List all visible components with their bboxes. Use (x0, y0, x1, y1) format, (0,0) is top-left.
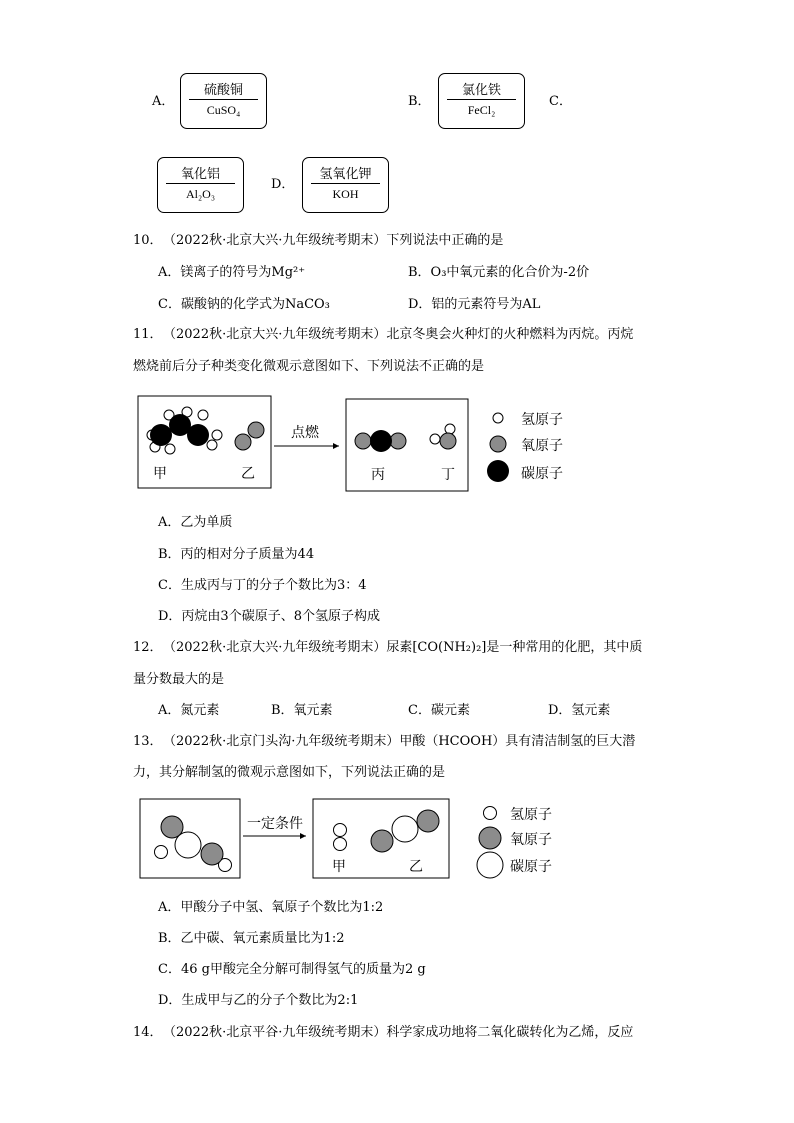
label-divider (166, 183, 235, 184)
label-name: 氧化铝 (180, 167, 220, 182)
arrow-label: 一定条件 (247, 816, 303, 832)
legend-hydrogen-icon (484, 807, 497, 820)
question-number: 11． (133, 327, 163, 342)
question-stem-line1: （2022秋·北京大兴·九年级统考期末）尿素[CO(NH₂)₂]是一种常用的化肥，其中质 (163, 640, 643, 655)
legend-oxygen-label: 氧原子 (510, 832, 552, 848)
choice-b: B．氧元素 (271, 703, 333, 718)
legend-carbon-label: 碳原子 (510, 859, 552, 875)
choice-b: B．乙中碳、氧元素质量比为1:2 (158, 931, 345, 946)
label-name: 氯化铁 (461, 83, 501, 98)
choice-b: B．O₃中氧元素的化合价为-2价 (408, 265, 590, 280)
legend-oxygen-icon (490, 436, 506, 452)
label-card-aluminum-oxide (157, 157, 244, 213)
legend-hydrogen-label: 氢原子 (510, 807, 552, 823)
label-card-copper-sulfate (180, 73, 267, 129)
legend-oxygen-icon (479, 827, 501, 849)
arrow-label: 点燃 (291, 425, 319, 441)
label-formula: CuSO₄ (206, 103, 241, 117)
question-stem-line2: 力，其分解制氢的微观示意图如下，下列说法正确的是 (133, 765, 446, 780)
carbon-dioxide-molecule (355, 430, 406, 452)
option-c-letter: C． (549, 94, 572, 109)
label-divider (311, 183, 380, 184)
question-number: 13． (133, 734, 163, 749)
option-b-letter: B． (408, 94, 431, 109)
legend-carbon-label: 碳原子 (521, 466, 563, 482)
label-formula: FeCl₂ (467, 103, 496, 117)
label-jia: 甲 (153, 466, 167, 482)
question-stem-line1: （2022秋·北京大兴·九年级统考期末）北京冬奥会火种灯的火种燃料为丙烷。丙烷 (163, 327, 634, 342)
choice-d: D．氢元素 (548, 703, 611, 718)
label-yi: 乙 (241, 466, 255, 482)
choice-a: A．甲酸分子中氢、氧原子个数比为1:2 (158, 900, 384, 915)
label-card-iron-chloride (438, 73, 525, 129)
formic-acid-decomposition-diagram (139, 798, 569, 882)
label-jia: 甲 (332, 859, 346, 875)
option-a-letter: A． (152, 94, 175, 109)
choice-b: B．丙的相对分子质量为44 (158, 547, 315, 562)
choice-d: D．丙烷由3个碳原子、8个氢原子构成 (158, 609, 380, 624)
question-stem-line2: 量分数最大的是 (133, 672, 225, 687)
legend-carbon-icon (487, 460, 509, 482)
label-divider (447, 99, 516, 100)
label-card-potassium-hydroxide (302, 157, 389, 213)
choice-a: A．氮元素 (158, 703, 220, 718)
label-ding: 丁 (441, 467, 455, 483)
question-stem-line2: 燃烧前后分子种类变化微观示意图如下、下列说法不正确的是 (133, 359, 485, 374)
option-d-letter: D． (271, 177, 295, 192)
propane-combustion-diagram (137, 395, 577, 495)
legend-carbon-icon (477, 852, 503, 878)
question-number: 14． (133, 1025, 163, 1040)
choice-c: C．生成丙与丁的分子个数比为3：4 (158, 578, 367, 593)
label-formula: Al₂O₃ (185, 187, 216, 201)
choice-d: D．生成甲与乙的分子个数比为2:1 (158, 993, 359, 1008)
choice-a: A．乙为单质 (158, 515, 233, 530)
label-divider (189, 99, 258, 100)
legend-hydrogen-icon (493, 413, 503, 423)
legend-hydrogen-label: 氢原子 (521, 412, 563, 428)
question-stem-line1: （2022秋·北京门头沟·九年级统考期末）甲酸（HCOOH）具有清洁制氢的巨大潜 (163, 734, 636, 749)
question-number: 10． (133, 233, 163, 248)
question-stem: （2022秋·北京大兴·九年级统考期末）下列说法中正确的是 (163, 233, 504, 248)
label-name: 硫酸铜 (203, 83, 243, 98)
choice-c: C．46 g甲酸完全分解可制得氢气的质量为2 g (158, 962, 426, 977)
choice-c: C．碳酸钠的化学式为NaCO₃ (158, 297, 330, 312)
label-formula: KOH (332, 187, 359, 201)
choice-a: A．镁离子的符号为Mg²⁺ (158, 265, 306, 280)
question-number: 12． (133, 640, 163, 655)
choice-d: D．铝的元素符号为AL (408, 297, 541, 312)
legend-oxygen-label: 氧原子 (521, 438, 563, 454)
choice-c: C．碳元素 (408, 703, 470, 718)
label-bing: 丙 (371, 467, 385, 483)
label-name: 氢氧化钾 (319, 167, 372, 182)
label-yi: 乙 (409, 859, 423, 875)
question-stem-line1: （2022秋·北京平谷·九年级统考期末）科学家成功地将二氧化碳转化为乙烯，反应 (163, 1025, 634, 1040)
